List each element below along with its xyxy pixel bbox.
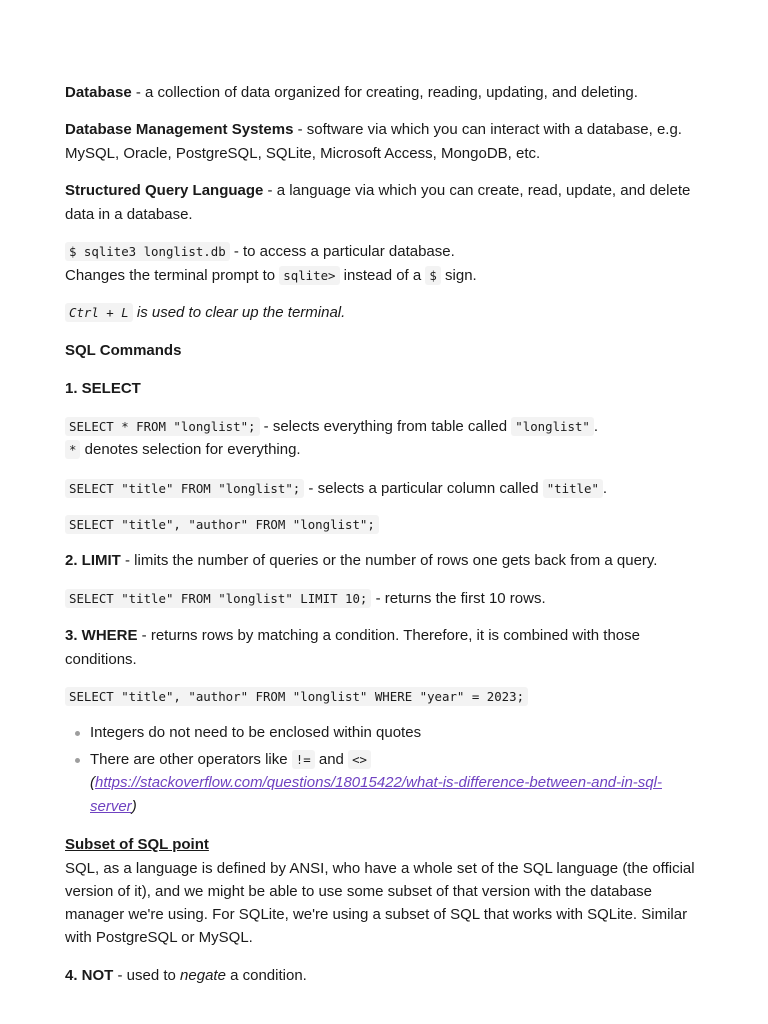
definition-sql-line-1: [65, 181, 690, 201]
subset-paragraph-1: SQL, as a language is defined by ANSI, who have a whole set of the SQL language (the official: [65, 860, 695, 877]
definition-sql-line-2: [65, 205, 193, 225]
subset-heading: Subset of SQL point: [65, 836, 209, 853]
not-line: [65, 966, 307, 986]
select-all-end: .: [593, 418, 599, 435]
subset-paragraph-2: version of it), and we might be able to use some subset of that version with the database: [65, 883, 652, 900]
subset-paragraph-4: with PostgreSQL or MySQL.: [65, 929, 253, 946]
code-star: *: [65, 440, 80, 459]
bullet-operators-text: There are other operators like: [90, 751, 292, 768]
terminal-prompt-line: [65, 266, 477, 286]
code-select-title: SELECT "title" FROM "longlist";: [65, 479, 304, 498]
limit-heading: 2. LIMIT: [65, 552, 121, 569]
select-heading: 1. SELECT: [65, 380, 141, 397]
code-limit-query: SELECT "title" FROM "longlist" LIMIT 10;: [65, 589, 371, 608]
code-dollar: $: [425, 266, 440, 285]
code-title: "title": [543, 479, 603, 498]
where-line-1: [65, 626, 640, 646]
not-desc-1: - used to: [113, 967, 181, 984]
select-title-line: [65, 479, 607, 499]
where-desc-2: conditions.: [65, 651, 137, 668]
link-line-1: [90, 773, 662, 793]
limit-query-desc: - returns the first 10 rows.: [371, 590, 546, 607]
clear-terminal-line: [65, 303, 345, 323]
select-all-line: [65, 417, 598, 437]
where-heading: 3. WHERE: [65, 627, 138, 644]
not-desc-2: a condition.: [225, 967, 307, 984]
def-database: - a collection of data organized for creating, reading, updating, and deleting.: [131, 84, 638, 101]
definition-dbms-line-2: [65, 144, 540, 164]
term-database: Database: [65, 84, 132, 101]
select-title-author-line: [65, 515, 379, 535]
where-desc-1: - returns rows by matching a condition. Therefore, it is combined with those: [137, 627, 640, 644]
code-angle-not-equal: <>: [348, 750, 371, 769]
stackoverflow-link-continued[interactable]: server: [90, 798, 132, 815]
not-negate: negate: [180, 967, 226, 984]
paren-open: (: [90, 774, 95, 791]
prompt-text-2: instead of a: [339, 267, 426, 284]
where-query-line: [65, 687, 528, 707]
code-sqlite-prompt: sqlite>: [279, 266, 339, 285]
list-item: [90, 750, 371, 770]
bullet-and: and: [314, 751, 349, 768]
clear-terminal-desc: is used to clear up the terminal.: [132, 304, 346, 321]
code-where-query: SELECT "title", "author" FROM "longlist" WHERE "year" = 2023;: [65, 687, 528, 706]
limit-desc: - limits the number of queries or the number of rows one gets back from a query.: [120, 552, 658, 569]
limit-query-line: [65, 589, 546, 609]
stackoverflow-link[interactable]: https://stackoverflow.com/questions/18015422/what-is-difference-between-and-in-sql-: [95, 774, 662, 791]
code-longlist: "longlist": [511, 417, 594, 436]
select-title-end: .: [602, 480, 608, 497]
link-line-2: [90, 797, 137, 817]
list-item: [90, 723, 421, 743]
def-dbms-2: MySQL, Oracle, PostgreSQL, SQLite, Microsoft Access, MongoDB, etc.: [65, 145, 541, 162]
sql-commands-heading: SQL Commands: [65, 342, 182, 359]
star-desc: denotes selection for everything.: [80, 441, 301, 458]
select-all-desc: - selects everything from table called: [259, 418, 512, 435]
term-dbms: Database Management Systems: [65, 121, 294, 138]
definition-database: [65, 83, 638, 103]
code-select-title-author: SELECT "title", "author" FROM "longlist";: [65, 515, 379, 534]
def-dbms-1: - software via which you can interact with a database, e.g.: [293, 121, 682, 138]
subset-paragraph-3: manager we're using. For SQLite, we're using a subset of SQL that works with SQLite. Similar: [65, 906, 688, 923]
code-sqlite3-command: $ sqlite3 longlist.db: [65, 242, 230, 261]
where-line-2: [65, 650, 137, 670]
star-line: [65, 440, 301, 460]
paren-close: ): [131, 798, 137, 815]
prompt-text-3: sign.: [440, 267, 477, 284]
select-title-desc: - selects a particular column called: [304, 480, 543, 497]
term-sql: Structured Query Language: [65, 182, 264, 199]
not-heading: 4. NOT: [65, 967, 114, 984]
limit-line: [65, 551, 657, 571]
definition-dbms-line-1: [65, 120, 682, 140]
code-ctrl-l: Ctrl + L: [65, 303, 133, 322]
prompt-text-1: Changes the terminal prompt to: [65, 267, 280, 284]
code-select-all: SELECT * FROM "longlist";: [65, 417, 260, 436]
terminal-command-line: [65, 242, 455, 262]
code-not-equal: !=: [292, 750, 315, 769]
bullet-integers: Integers do not need to be enclosed within quotes: [90, 724, 422, 741]
terminal-command-desc: - to access a particular database.: [229, 243, 455, 260]
def-sql-2: data in a database.: [65, 206, 193, 223]
def-sql-1: - a language via which you can create, read, update, and delete: [263, 182, 691, 199]
